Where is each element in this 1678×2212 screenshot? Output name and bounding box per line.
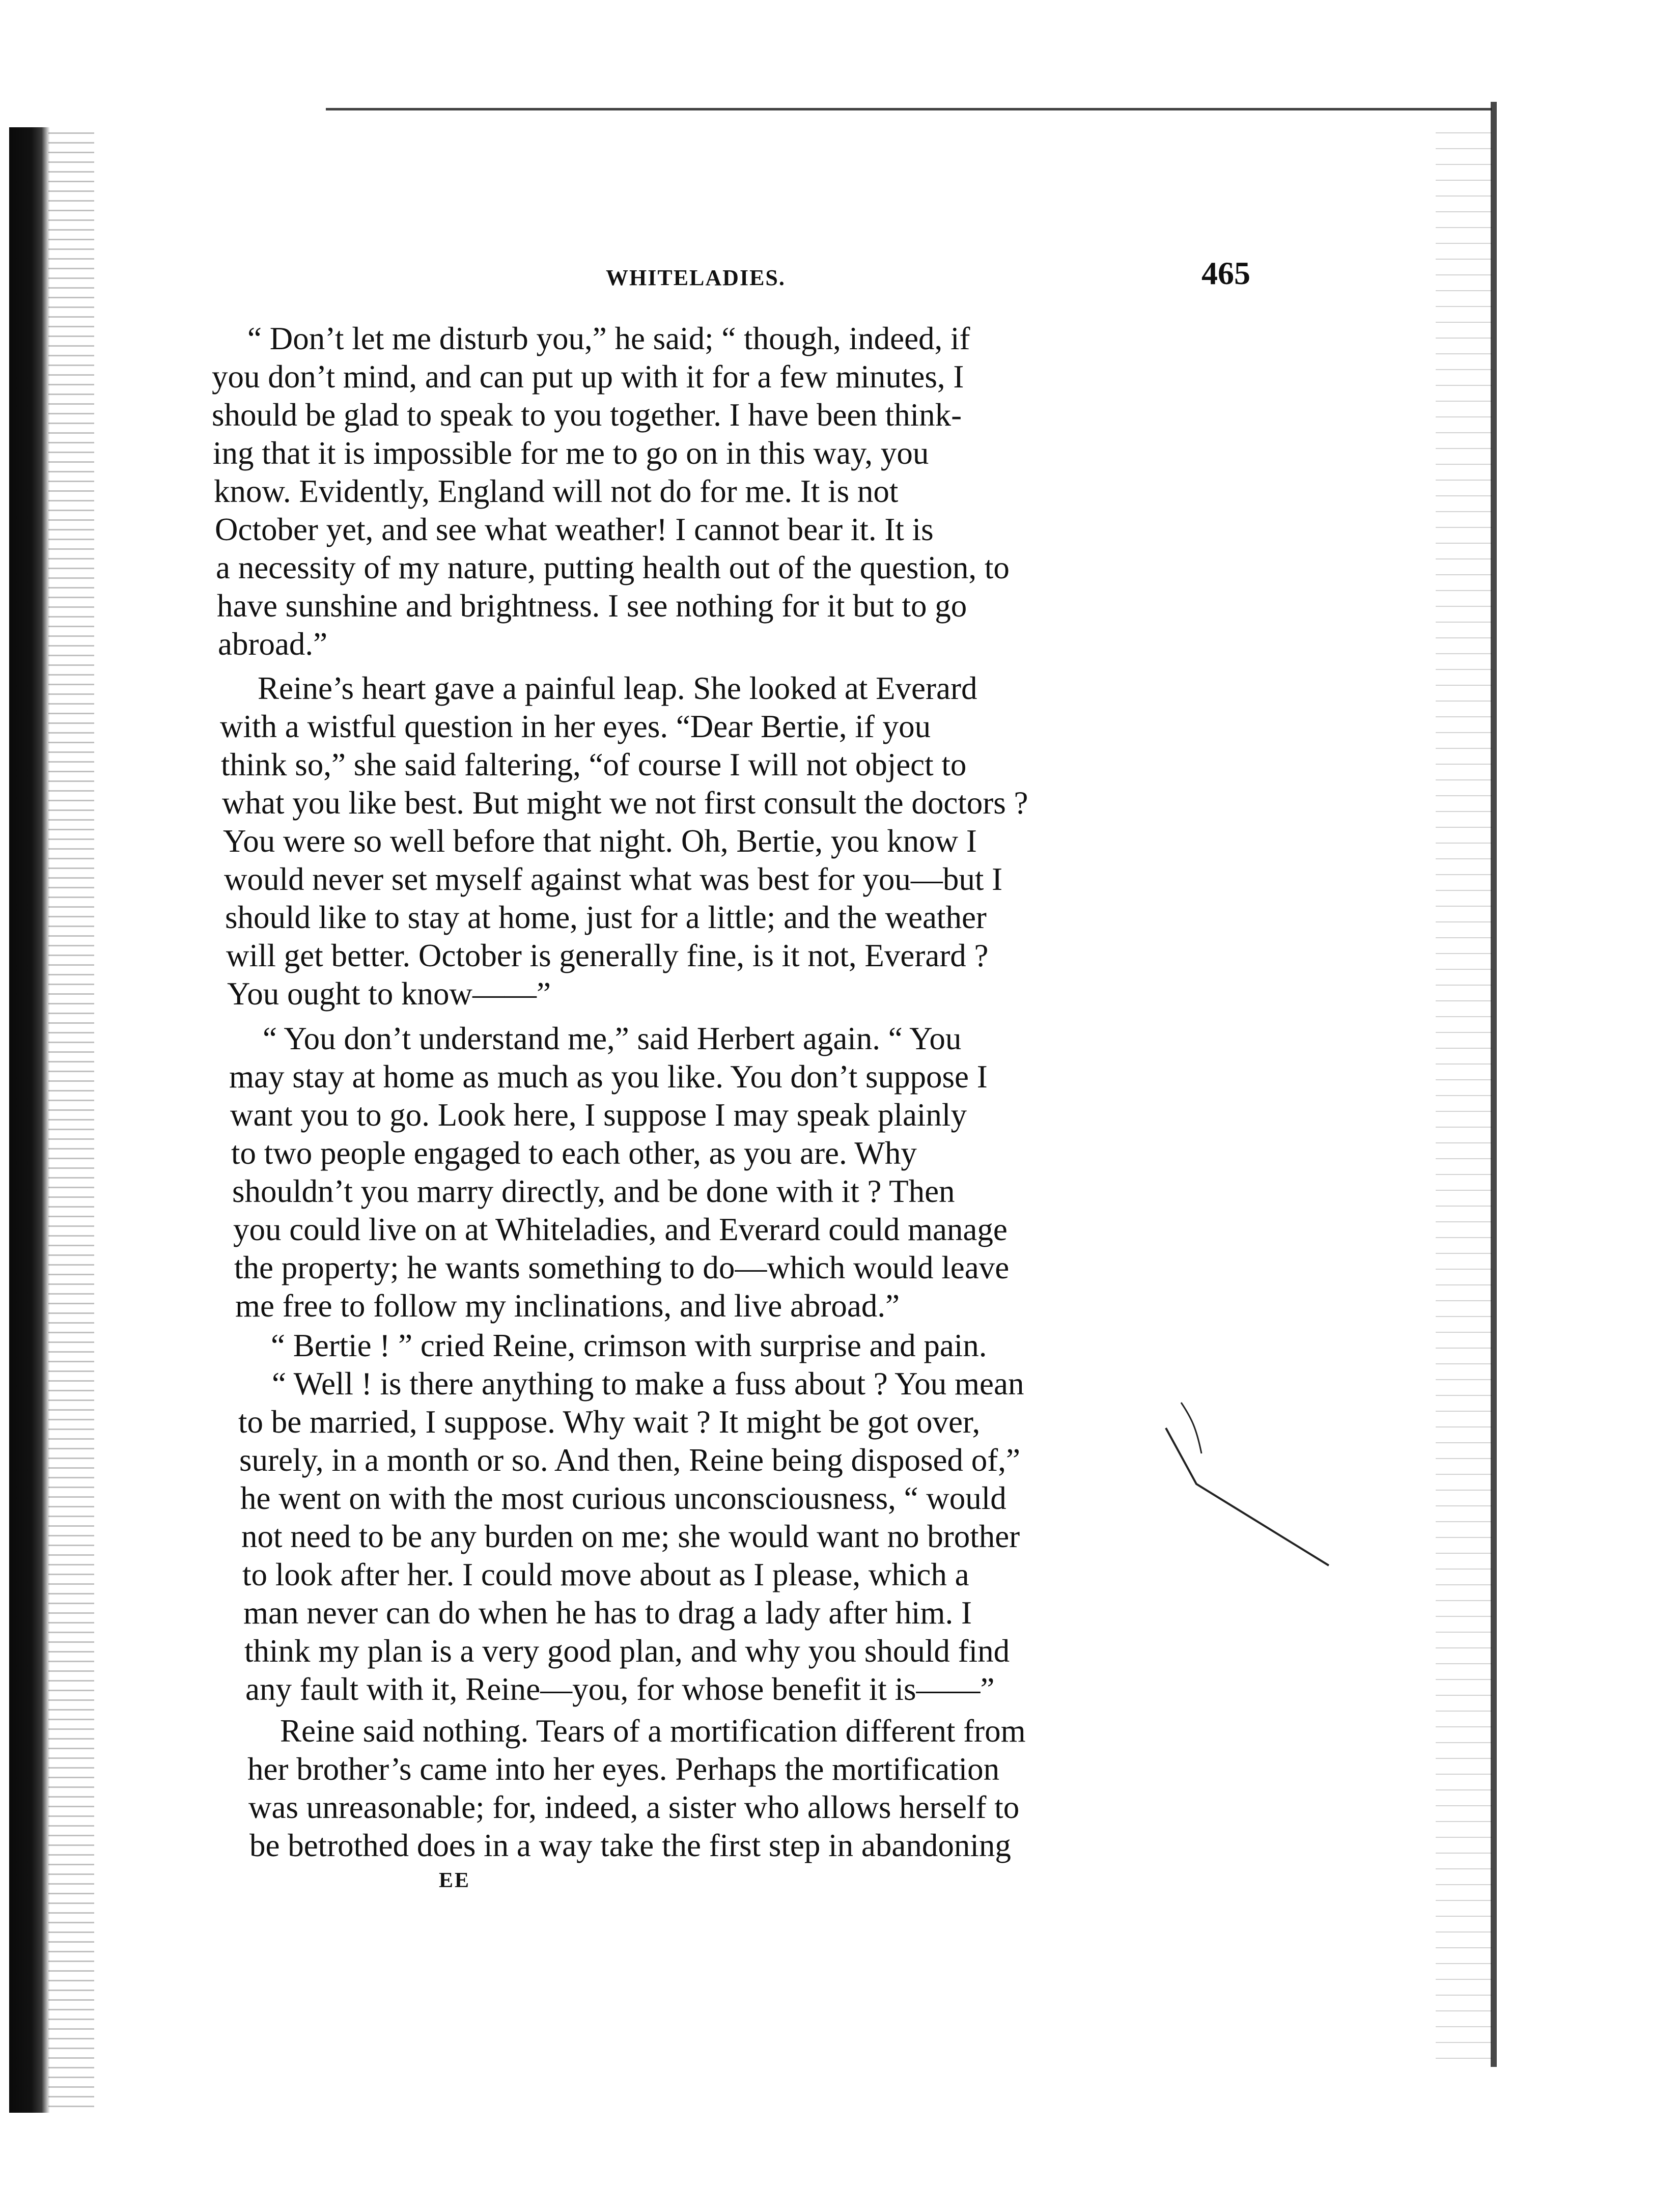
page-number: 465	[1201, 255, 1250, 291]
text-line: Reine said nothing. Tears of a mortification different from	[280, 1713, 1026, 1749]
text-line: to two people engaged to each other, as you are. Why	[231, 1135, 917, 1171]
text-line: should like to stay at home, just for a little; and the weather	[225, 900, 987, 935]
text-line: not need to be any burden on me; she would want no brother	[241, 1519, 1020, 1554]
text-line: abroad.”	[218, 626, 328, 662]
text-line: think my plan is a very good plan, and why you should find	[244, 1633, 1010, 1669]
text-line: will get better. October is generally fine, is it not, Everard ?	[226, 938, 989, 973]
text-line: a necessity of my nature, putting health out of the question, to	[216, 550, 1010, 585]
text-line: may stay at home as much as you like. You don’t suppose I	[229, 1059, 988, 1095]
text-line: what you like best. But might we not first consult the doctors ?	[222, 785, 1028, 821]
text-line: be betrothed does in a way take the first step in abandoning	[249, 1828, 1011, 1863]
text-line: October yet, and see what weather! I cannot bear it. It is	[215, 512, 934, 547]
text-line: the property; he wants something to do—which would leave	[234, 1250, 1010, 1285]
text-line: with a wistful question in her eyes. “Dear Bertie, if you	[220, 709, 931, 744]
text-line: You were so well before that night. Oh, Bertie, you know I	[223, 823, 977, 859]
text-line: shouldn’t you marry directly, and be done with it ? Then	[232, 1173, 955, 1209]
text-line: want you to go. Look here, I suppose I may speak plainly	[230, 1097, 967, 1133]
text-line: you don’t mind, and can put up with it for a few minutes, I	[212, 359, 964, 395]
text-line: have sunshine and brightness. I see nothing for it but to go	[217, 588, 967, 624]
text-line: to be married, I suppose. Why wait ? It might be got over,	[238, 1404, 981, 1440]
text-line: you could live on at Whiteladies, and Everard could manage	[233, 1212, 1008, 1247]
text-line: her brother’s came into her eyes. Perhaps the mortification	[247, 1751, 1000, 1787]
text-line: should be glad to speak to you together. I have been think-	[212, 397, 962, 433]
text-line: “ Bertie ! ” cried Reine, crimson with surprise and pain.	[271, 1328, 987, 1363]
text-line: know. Evidently, England will not do for me. It is not	[214, 473, 899, 509]
text-line: “ Well ! is there anything to make a fuss about ? You mean	[272, 1366, 1024, 1402]
text-line: was unreasonable; for, indeed, a sister who allows herself to	[248, 1789, 1020, 1825]
text-line: “ Don’t let me disturb you,” he said; “ though, indeed, if	[247, 321, 970, 356]
text-line: surely, in a month or so. And then, Reine being disposed of,”	[239, 1442, 1020, 1478]
text-line: You ought to know——”	[227, 976, 551, 1012]
text-line: to look after her. I could move about as I please, which a	[242, 1557, 969, 1592]
signature-mark: EE	[439, 1869, 471, 1892]
text-line: me free to follow my inclinations, and live abroad.”	[235, 1288, 900, 1324]
text-line: ing that it is impossible for me to go on in this way, you	[213, 435, 929, 471]
pencil-check-mark	[1161, 1397, 1334, 1571]
running-head: WHITELADIES.	[606, 265, 786, 290]
text-line: man never can do when he has to drag a lady after him. I	[243, 1595, 972, 1631]
text-line: any fault with it, Reine—you, for whose benefit it is——”	[245, 1671, 995, 1707]
text-line: “ You don’t understand me,” said Herbert again. “ You	[263, 1021, 962, 1056]
text-line: Reine’s heart gave a painful leap. She looked at Everard	[258, 670, 977, 706]
text-line: he went on with the most curious unconsciousness, “ would	[240, 1480, 1006, 1516]
text-line: think so,” she said faltering, “of course I will not object to	[221, 747, 967, 782]
text-line: would never set myself against what was best for you—but I	[224, 861, 1003, 897]
